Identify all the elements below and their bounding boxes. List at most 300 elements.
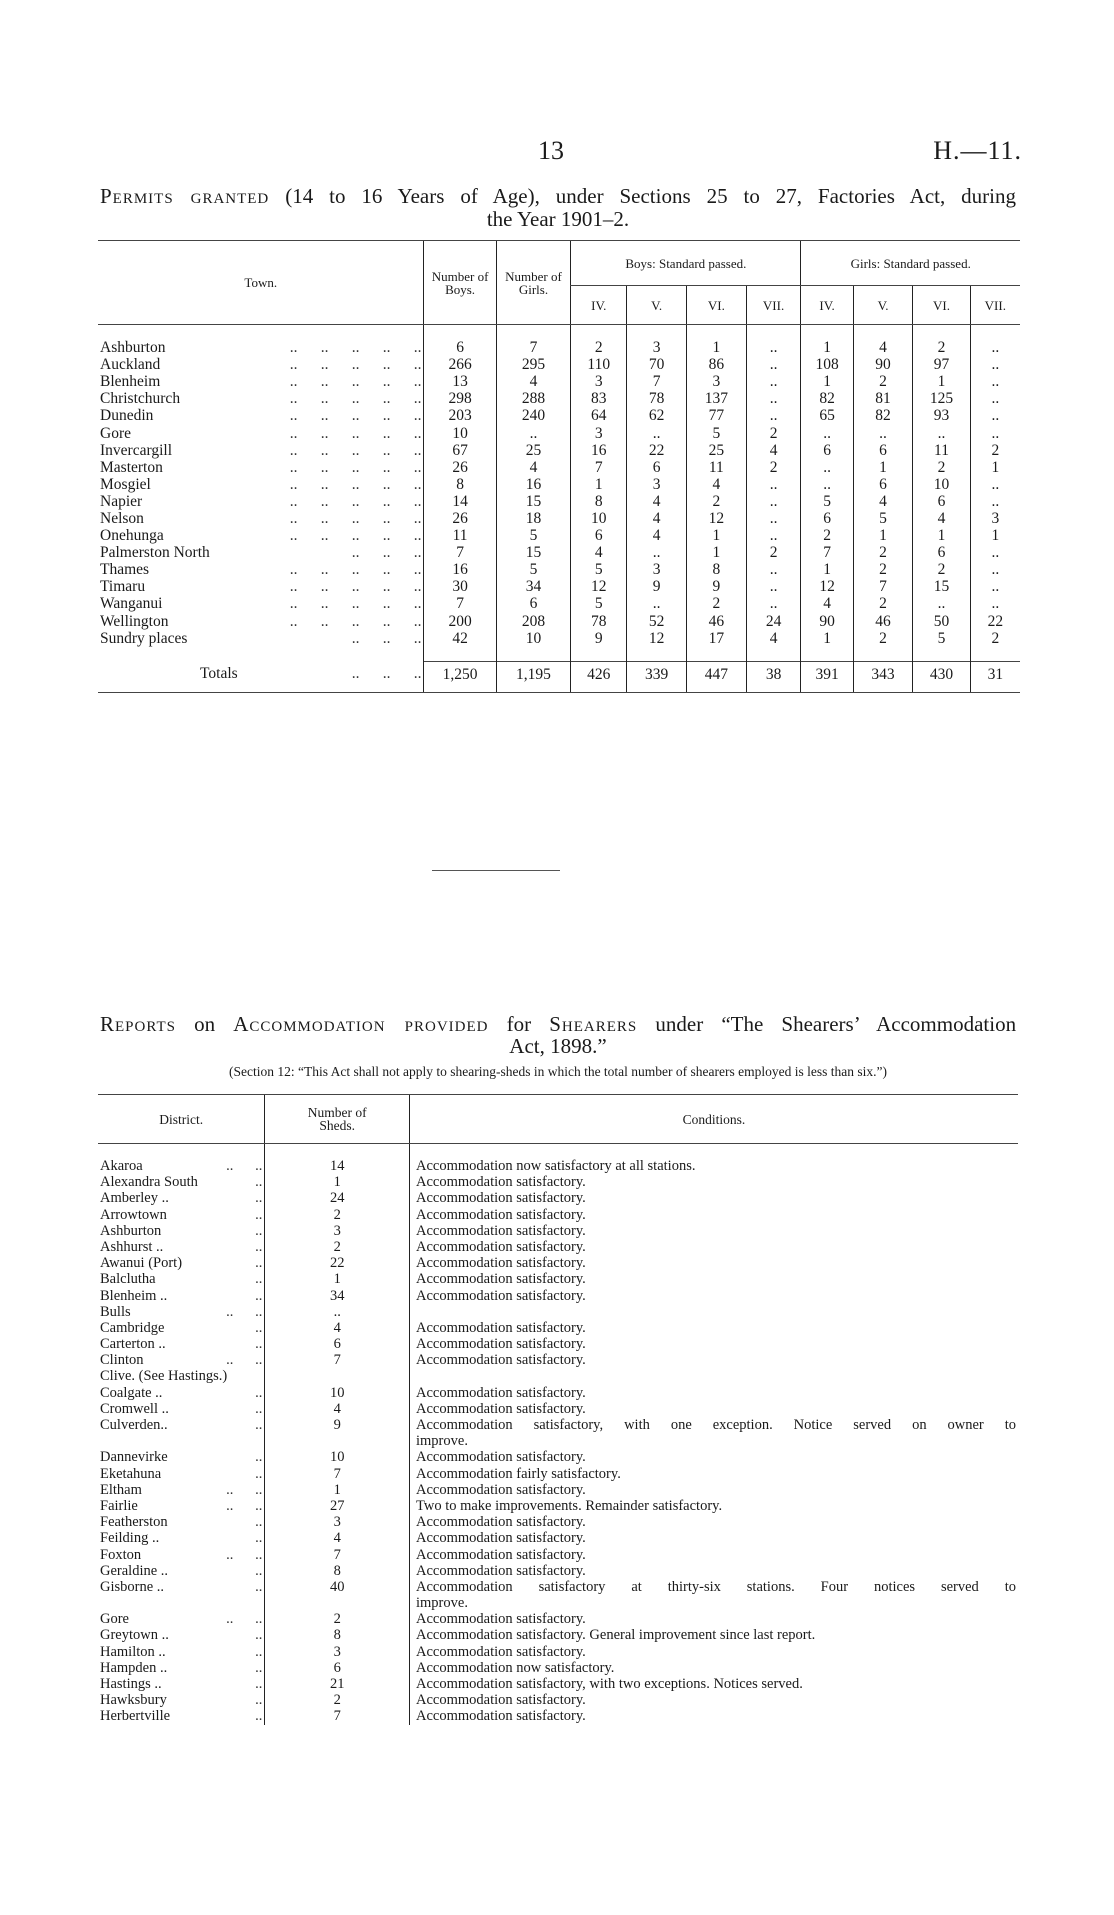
boys-standard-cell: 46 [686,613,746,630]
town-cell [98,493,424,510]
girls-standard-cell: 82 [801,390,853,407]
boys-standard-cell: 12 [571,578,627,595]
district-name: Eltham [100,1481,142,1498]
sheds-count-cell: 7 [265,1708,410,1724]
district-name: Amberley .. [100,1190,169,1207]
table-row [98,1530,1018,1546]
boys-count-cell: 8 [424,476,496,493]
girls-standard-cell: 1 [801,373,853,390]
table-row [98,1255,1018,1271]
town-name: Wanganui [100,595,163,613]
col-header-boys-v: V. [627,286,687,325]
boys-standard-cell: 2 [746,544,801,561]
conditions-cell [410,1466,1019,1482]
conditions-text: Accommodation satisfactory. [416,1190,586,1207]
girls-standard-cell: .. [970,595,1020,612]
leader-dots: .. [255,1190,263,1207]
girls-standard-cell: .. [970,373,1020,390]
sheds-count-cell: .. [265,1304,410,1320]
table-row [98,407,1020,424]
conditions-cell [410,1676,1019,1692]
conditions-cell [410,1708,1019,1724]
conditions-cell [410,1401,1019,1417]
district-name: Herbertville [100,1708,171,1725]
town-cell [98,424,424,441]
leader-dots: .. .. .. .. .. [289,441,422,459]
girls-standard-cell: 1 [970,527,1020,544]
table-row [98,1482,1018,1498]
totals-label-cell [98,661,424,692]
table-row [98,561,1020,578]
girls-standard-cell: 82 [853,407,913,424]
leader-dots: .. [255,1465,263,1482]
town-cell [98,339,424,356]
town-name: Ashburton [100,339,166,357]
girls-standard-cell: .. [970,390,1020,407]
boys-standard-cell: .. [627,595,687,612]
sheds-count-cell: 40 [265,1579,410,1595]
conditions-text: Accommodation satisfactory. [416,1514,586,1531]
girls-count-cell: 15 [496,544,571,561]
total-girls-standard-cell: 391 [801,661,853,692]
town-name: Dunedin [100,407,154,425]
leader-dots: .. [255,1222,263,1239]
district-name: Cromwell .. [100,1400,169,1417]
boys-count-cell: 16 [424,561,496,578]
total-boys-standard-cell: 339 [627,661,687,692]
district-cell [98,1611,265,1627]
town-name: Invercargill [100,441,173,459]
girls-standard-cell: 4 [853,339,913,356]
district-cell [98,1158,265,1174]
district-cell [98,1239,265,1255]
conditions-cell [410,1223,1019,1239]
town-name: Christchurch [100,390,181,408]
girls-standard-cell: 12 [801,578,853,595]
boys-standard-cell: 4 [686,476,746,493]
girls-count-cell: 25 [496,442,571,459]
conditions-text: Accommodation satisfactory. [416,1562,586,1579]
girls-standard-cell: 1 [801,561,853,578]
conditions-text: Accommodation satisfactory at thirty-six stations. Four notices served to [416,1578,1016,1595]
table-row [98,356,1020,373]
girls-standard-cell: .. [970,356,1020,373]
table-row [98,1449,1018,1465]
sheds-count-cell: 14 [265,1158,410,1174]
boys-standard-cell: 2 [686,493,746,510]
town-name: Gore [100,424,131,442]
boys-standard-cell: 9 [686,578,746,595]
district-cell [98,1498,265,1514]
girls-standard-cell: 90 [853,356,913,373]
sheds-count-cell: 24 [265,1190,410,1206]
conditions-text: Accommodation satisfactory. [416,1546,586,1563]
conditions-cell [410,1449,1019,1465]
boys-standard-cell: 4 [571,544,627,561]
girls-standard-cell: 6 [913,493,970,510]
boys-standard-cell: 83 [571,390,627,407]
girls-count-cell: .. [496,424,571,441]
girls-count-cell: 5 [496,561,571,578]
district-name: Hastings .. [100,1676,162,1692]
table-row [98,1336,1018,1352]
district-name: Blenheim .. [100,1287,168,1304]
table-row [98,1190,1018,1206]
girls-standard-cell: 6 [913,544,970,561]
boys-standard-cell: 5 [686,424,746,441]
total-boys-standard-cell: 426 [571,661,627,692]
town-cell [98,561,424,578]
boys-standard-cell: .. [746,493,801,510]
leader-dots: .. .. .. .. .. [289,578,422,596]
conditions-cell [410,1190,1019,1206]
conditions-cell [410,1611,1019,1627]
conditions-cell [410,1660,1019,1676]
district-cell [98,1547,265,1563]
girls-standard-cell: 2 [853,373,913,390]
conditions-text: Accommodation satisfactory. [416,1287,586,1304]
table-row [98,1207,1018,1223]
girls-standard-cell: 2 [913,561,970,578]
table-row [98,544,1020,561]
table-row [98,1644,1018,1660]
conditions-text: Two to make improvements. Remainder satisfactory. [416,1497,723,1514]
table-row [98,339,1020,356]
total-girls-standard-cell: 343 [853,661,913,692]
section-divider [432,870,560,871]
conditions-cell [410,1644,1019,1660]
conditions-text: Accommodation satisfactory. [416,1206,586,1223]
girls-standard-cell: 4 [801,595,853,612]
conditions-cell [410,1498,1019,1514]
conditions-cell [410,1385,1019,1401]
leader-dots: .. [255,1319,263,1336]
total-boys-cell: 1,250 [424,661,496,692]
girls-count-cell: 240 [496,407,571,424]
district-cell [98,1530,265,1546]
boys-standard-cell: .. [746,476,801,493]
girls-count-cell: 208 [496,613,571,630]
total-boys-standard-cell: 447 [686,661,746,692]
conditions-cell [410,1304,1019,1320]
conditions-continuation: improve. [410,1433,1019,1449]
boys-standard-cell: 9 [571,630,627,647]
boys-standard-cell: 137 [686,390,746,407]
table-row [98,1368,1018,1384]
boys-standard-cell: 3 [571,424,627,441]
table-row [98,1174,1018,1190]
district-cell [98,1207,265,1223]
boys-standard-cell: .. [627,544,687,561]
town-cell [98,442,424,459]
boys-count-cell: 14 [424,493,496,510]
town-name: Mosgiel [100,475,151,493]
sheds-count-cell: 2 [265,1692,410,1708]
district-cell-empty [98,1433,265,1449]
leader-dots: .. [255,1627,263,1644]
boys-standard-cell: 78 [627,390,687,407]
boys-standard-cell: 5 [571,595,627,612]
girls-count-cell: 16 [496,476,571,493]
boys-standard-cell: 2 [746,459,801,476]
table-row [98,1271,1018,1287]
col-header-sheds: Number of Sheds. [265,1095,410,1144]
girls-standard-cell: 65 [801,407,853,424]
district-name: Ashhurst .. [100,1238,164,1255]
town-cell [98,613,424,630]
girls-count-cell: 295 [496,356,571,373]
leader-dots: .. [255,1206,263,1223]
table-row [98,1547,1018,1563]
district-name: Cambridge [100,1319,165,1336]
boys-standard-cell: 3 [627,476,687,493]
sheds-count-cell: 3 [265,1223,410,1239]
girls-standard-cell: 3 [970,510,1020,527]
boys-count-cell: 42 [424,630,496,647]
district-cell [98,1255,265,1271]
girls-standard-cell: 6 [801,510,853,527]
town-cell [98,595,424,612]
boys-standard-cell: 1 [686,339,746,356]
boys-count-cell: 200 [424,613,496,630]
girls-standard-cell: .. [913,595,970,612]
sheds-count-cell: 7 [265,1352,410,1368]
col-header-boys-iv: IV. [571,286,627,325]
table-row [98,1239,1018,1255]
girls-count-cell: 4 [496,373,571,390]
boys-count-cell: 7 [424,544,496,561]
girls-standard-cell: 2 [853,544,913,561]
town-name: Auckland [100,356,161,374]
leader-dots: .. .. .. [351,629,422,647]
district-cell [98,1417,265,1433]
leader-dots: .. .. .. .. .. [289,356,422,374]
leader-dots: .. .. [226,1158,263,1174]
boys-standard-cell: 17 [686,630,746,647]
town-cell [98,544,424,561]
sheds-count-cell: 6 [265,1660,410,1676]
district-name: Awanui (Port) [100,1255,183,1272]
town-cell [98,476,424,493]
district-cell [98,1174,265,1190]
table-row [98,1611,1018,1627]
town-name: Sundry places [100,629,188,647]
leader-dots: .. [255,1578,263,1595]
girls-standard-cell: .. [970,476,1020,493]
sheds-count-cell: 34 [265,1288,410,1304]
boys-standard-cell: .. [746,373,801,390]
girls-standard-cell: 10 [913,476,970,493]
girls-standard-cell: .. [970,561,1020,578]
district-name: Dannevirke [100,1449,168,1466]
table-row [98,442,1020,459]
table-row [98,459,1020,476]
reports-title-line2: Act, 1898.” [509,1034,607,1058]
leader-dots: .. .. .. .. .. [289,595,422,613]
table-row [98,1692,1018,1708]
sheds-count-cell: 10 [265,1385,410,1401]
conditions-text: Accommodation satisfactory. [416,1222,586,1239]
conditions-cell [410,1368,1019,1384]
boys-standard-cell: .. [746,510,801,527]
table-row [98,424,1020,441]
girls-standard-cell: 97 [913,356,970,373]
totals-row [98,661,1020,692]
conditions-text: Accommodation satisfactory. [416,1238,586,1255]
district-name: Feilding .. [100,1530,160,1547]
girls-standard-cell: 1 [801,339,853,356]
leader-dots: .. .. .. .. .. [289,612,422,630]
boys-standard-cell: .. [746,527,801,544]
sheds-count-cell: 4 [265,1320,410,1336]
leader-dots: .. .. .. .. .. [289,509,422,527]
district-cell [98,1660,265,1676]
town-name: Timaru [100,578,146,596]
conditions-text: Accommodation fairly satisfactory. [416,1465,621,1482]
girls-count-cell: 288 [496,390,571,407]
leader-dots: .. [255,1255,263,1272]
town-cell [98,390,424,407]
col-header-girls-iv: IV. [801,286,853,325]
girls-standard-cell: 5 [801,493,853,510]
conditions-text: Accommodation satisfactory. [416,1336,586,1353]
district-name: Ashburton [100,1222,162,1239]
boys-standard-cell: 7 [627,373,687,390]
sheds-count-cell: 1 [265,1271,410,1287]
table-row [98,1385,1018,1401]
sheds-count-cell: 7 [265,1547,410,1563]
spacer-row [98,647,1020,662]
table-row [98,1579,1018,1595]
table-row [98,1514,1018,1530]
boys-standard-cell: 4 [746,442,801,459]
table-row [98,1288,1018,1304]
girls-standard-cell: 15 [913,578,970,595]
girls-standard-cell: 46 [853,613,913,630]
district-cell [98,1482,265,1498]
district-name: Fairlie [100,1497,138,1514]
conditions-cell [410,1288,1019,1304]
district-name: Hamilton .. [100,1643,166,1660]
boys-standard-cell: 110 [571,356,627,373]
district-name: Greytown .. [100,1627,169,1644]
girls-count-cell: 6 [496,595,571,612]
boys-standard-cell: 6 [627,459,687,476]
leader-dots: .. .. .. .. .. [289,407,422,425]
district-name: Clinton [100,1352,144,1369]
conditions-cell [410,1174,1019,1190]
permits-title-line2: the Year 1901–2. [486,207,630,231]
boys-standard-cell: 4 [627,493,687,510]
boys-standard-cell: 62 [627,407,687,424]
boys-count-cell: 266 [424,356,496,373]
district-cell [98,1336,265,1352]
table-row [98,1627,1018,1643]
girls-standard-cell: 2 [913,339,970,356]
table-row [98,373,1020,390]
district-cell [98,1190,265,1206]
leader-dots: .. [255,1400,263,1417]
boys-standard-cell: .. [746,339,801,356]
district-name: Featherston [100,1514,168,1531]
table-row [98,1223,1018,1239]
conditions-text: Accommodation satisfactory. [416,1319,586,1336]
district-name: Bulls [100,1303,131,1320]
table-row [98,1563,1018,1579]
table-row [98,476,1020,493]
sheds-count-cell: 2 [265,1611,410,1627]
col-header-girls-vii: VII. [970,286,1020,325]
col-header-town: Town. [98,241,424,325]
conditions-cell [410,1352,1019,1368]
table-row [98,390,1020,407]
sheds-count-cell: 1 [265,1482,410,1498]
conditions-text: Accommodation satisfactory. [416,1530,586,1547]
girls-standard-cell: 2 [801,527,853,544]
boys-standard-cell: 2 [686,595,746,612]
table-row [98,493,1020,510]
sheds-count-cell: 7 [265,1466,410,1482]
conditions-cell [410,1417,1019,1433]
boys-count-cell: 11 [424,527,496,544]
girls-standard-cell: .. [970,544,1020,561]
table-row [98,1417,1018,1433]
girls-standard-cell: 125 [913,390,970,407]
sheds-cell-empty [265,1595,410,1611]
conditions-cell [410,1239,1019,1255]
table-row [98,1660,1018,1676]
girls-standard-cell: 22 [970,613,1020,630]
leader-dots: .. .. .. .. .. [289,424,422,442]
leader-dots: .. [255,1174,263,1191]
sheds-cell-empty [265,1433,410,1449]
conditions-cell [410,1563,1019,1579]
district-cell [98,1401,265,1417]
girls-standard-cell: 1 [853,527,913,544]
girls-standard-cell: 1 [853,459,913,476]
conditions-cell [410,1579,1019,1595]
col-header-girls-v: V. [853,286,913,325]
leader-dots: .. [255,1676,263,1692]
boys-count-cell: 10 [424,424,496,441]
reports-title-for: for [506,1012,532,1036]
total-girls-standard-cell: 430 [913,661,970,692]
town-name: Thames [100,561,150,579]
boys-count-cell: 30 [424,578,496,595]
boys-standard-cell: .. [746,356,801,373]
boys-count-cell: 67 [424,442,496,459]
town-cell [98,459,424,476]
boys-standard-cell: 1 [686,544,746,561]
district-cell [98,1385,265,1401]
total-girls-standard-cell: 31 [970,661,1020,692]
district-name: Foxton [100,1546,142,1563]
col-header-girls-standard: Girls: Standard passed. [801,241,1020,286]
town-name: Blenheim [100,373,161,391]
girls-standard-cell: .. [801,459,853,476]
sheds-count-cell [265,1368,410,1384]
permits-title-rest: (14 to 16 Years of Age), under Sections 25 to 27, Factories Act, during [285,184,1017,208]
girls-standard-cell: 108 [801,356,853,373]
leader-dots: .. .. [226,1497,263,1514]
town-name: Wellington [100,612,169,630]
col-header-boys-vi: VI. [686,286,746,325]
col-header-district: District. [98,1095,265,1144]
leader-dots: .. .. [226,1611,263,1628]
district-name: Geraldine .. [100,1562,169,1579]
table-row [98,1676,1018,1692]
total-girls-cell: 1,195 [496,661,571,692]
